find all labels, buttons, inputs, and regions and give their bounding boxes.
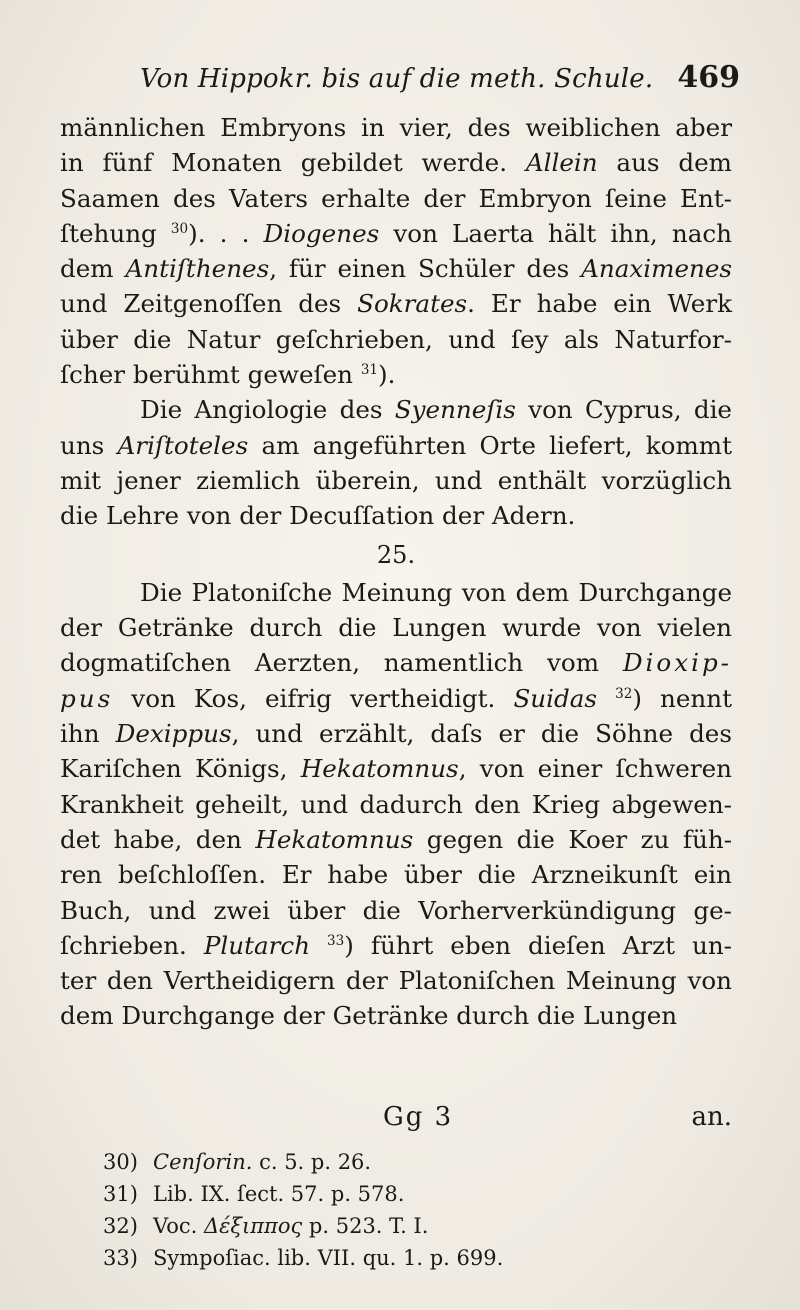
text-line: ren beſchloſſen. Er habe über die Arzneikunſt ein <box>60 860 732 890</box>
text-line: ſchrieben. Plutarch $^{33}$) führt eben dieſen Arzt un- <box>60 930 732 960</box>
italic-text: Anaximenes <box>581 254 733 284</box>
paragraph-angiology <box>60 392 732 533</box>
body-text <box>60 110 732 1034</box>
signature-row <box>60 1102 732 1138</box>
footnote: 32) Voc. Δέξιππος p. 523. T. I. <box>103 1210 703 1242</box>
page-header <box>140 58 740 98</box>
text-line: Buch, und zwei über die Vorherverkündigung ge- <box>60 895 732 925</box>
page-number: 469 <box>677 60 740 95</box>
text-line: dem Durchgange der Getränke durch die Lungen <box>60 1001 678 1031</box>
footnote: 30) Cenſorin. c. 5. p. 26. <box>103 1146 703 1178</box>
italic-text: Plutarch <box>203 930 311 960</box>
text-line: det habe, den Hekatomnus gegen die Koer zu füh- <box>60 824 733 854</box>
text-line: mit jener ziemlich überein, und enthält vorzüglich <box>60 465 732 495</box>
footnote: 31) Lib. IX. ſect. 57. p. 578. <box>103 1178 703 1210</box>
text-line: die Lehre von der Decuſſation der Adern. <box>60 501 576 531</box>
italic-text: Syenneſis <box>394 395 516 425</box>
signature-mark: Gg 3 <box>383 1102 454 1132</box>
spaced-italic-text: Dioxip- <box>622 648 732 678</box>
text-line: ſtehung $^{30}$). . . Diogenes von Laerta hält ihn, nach <box>60 218 732 248</box>
text-line: pus von Kos, eifrig vertheidigt. Suidas $^{32}$) nennt <box>60 683 732 713</box>
italic-text: Cenſorin. <box>153 1150 253 1174</box>
paragraph-continuation <box>60 110 732 392</box>
italic-text: Hekatomnus <box>255 824 414 854</box>
footnote: 33) Sympoſiac. lib. VII. qu. 1. p. 699. <box>103 1242 703 1274</box>
text-line: ſcher berühmt geweſen $^{31}$). <box>60 360 396 390</box>
italic-text: Diogenes <box>263 218 380 248</box>
text-line: dogmatiſchen Aerzten, namentlich vom Dioxip- <box>60 648 732 678</box>
footnote-reference: 32 <box>615 685 633 702</box>
italic-text: Ariſtoteles <box>117 430 249 460</box>
italic-text: Sokrates <box>357 289 468 319</box>
catchword: an. <box>691 1102 732 1132</box>
italic-text: Δέξιππος <box>204 1214 303 1238</box>
text-line: uns Ariſtoteles am angeführten Orte liefert, kommt <box>60 430 732 460</box>
spaced-italic-text: pus <box>60 683 114 713</box>
italic-text: Allein <box>525 148 598 178</box>
text-line: Die Platoniſche Meinung von dem Durchgange <box>140 577 732 607</box>
text-line: Die Angiologie des Syenneſis von Cyprus, die <box>140 395 732 425</box>
text-line: der Getränke durch die Lungen wurde von vielen <box>60 613 732 643</box>
text-line: Kariſchen Königs, Hekatomnus, von einer ſchweren <box>60 754 733 784</box>
text-line: ter den Vertheidigern der Platoniſchen Meinung von <box>60 966 732 996</box>
running-head: Von Hippokr. bis auf die meth. Schule. <box>140 64 654 94</box>
italic-text: Antiſthenes <box>125 254 270 284</box>
text-line: und Zeitgenoſſen des Sokrates. Er habe ein Werk <box>60 289 732 319</box>
text-line: männlichen Embryons in vier, des weiblichen aber <box>60 113 732 142</box>
text-line: in fünf Monaten gebildet werde. Allein aus dem <box>60 148 732 178</box>
text-line: Krankheit geheilt, und dadurch den Krieg abgewen- <box>60 789 732 819</box>
footnote-reference: 30 <box>170 220 189 237</box>
footnote-number: 30) <box>103 1150 138 1174</box>
footnote-number: 33) <box>103 1246 138 1270</box>
footnote-reference: 31 <box>360 361 379 378</box>
italic-text: Dexippus <box>115 719 232 749</box>
paragraph-platonic-opinion <box>60 575 732 1034</box>
italic-text: Hekatomnus <box>300 754 459 784</box>
footnote-number: 31) <box>103 1182 138 1206</box>
text-line: ihn Dexippus, und erzählt, daſs er die Söhne des <box>60 719 732 749</box>
footnotes <box>103 1146 703 1274</box>
footnote-reference: 33 <box>327 932 345 949</box>
text-line: über die Natur geſchrieben, und ſey als Naturfor- <box>60 324 732 354</box>
section-number: 25. <box>376 540 416 569</box>
text-line: dem Antiſthenes, für einen Schüler des Anaximenes <box>60 254 733 284</box>
footnote-number: 32) <box>103 1214 138 1238</box>
italic-text: Suidas <box>513 683 598 713</box>
text-line: Saamen des Vaters erhalte der Embryon ſeine Ent- <box>60 183 732 213</box>
